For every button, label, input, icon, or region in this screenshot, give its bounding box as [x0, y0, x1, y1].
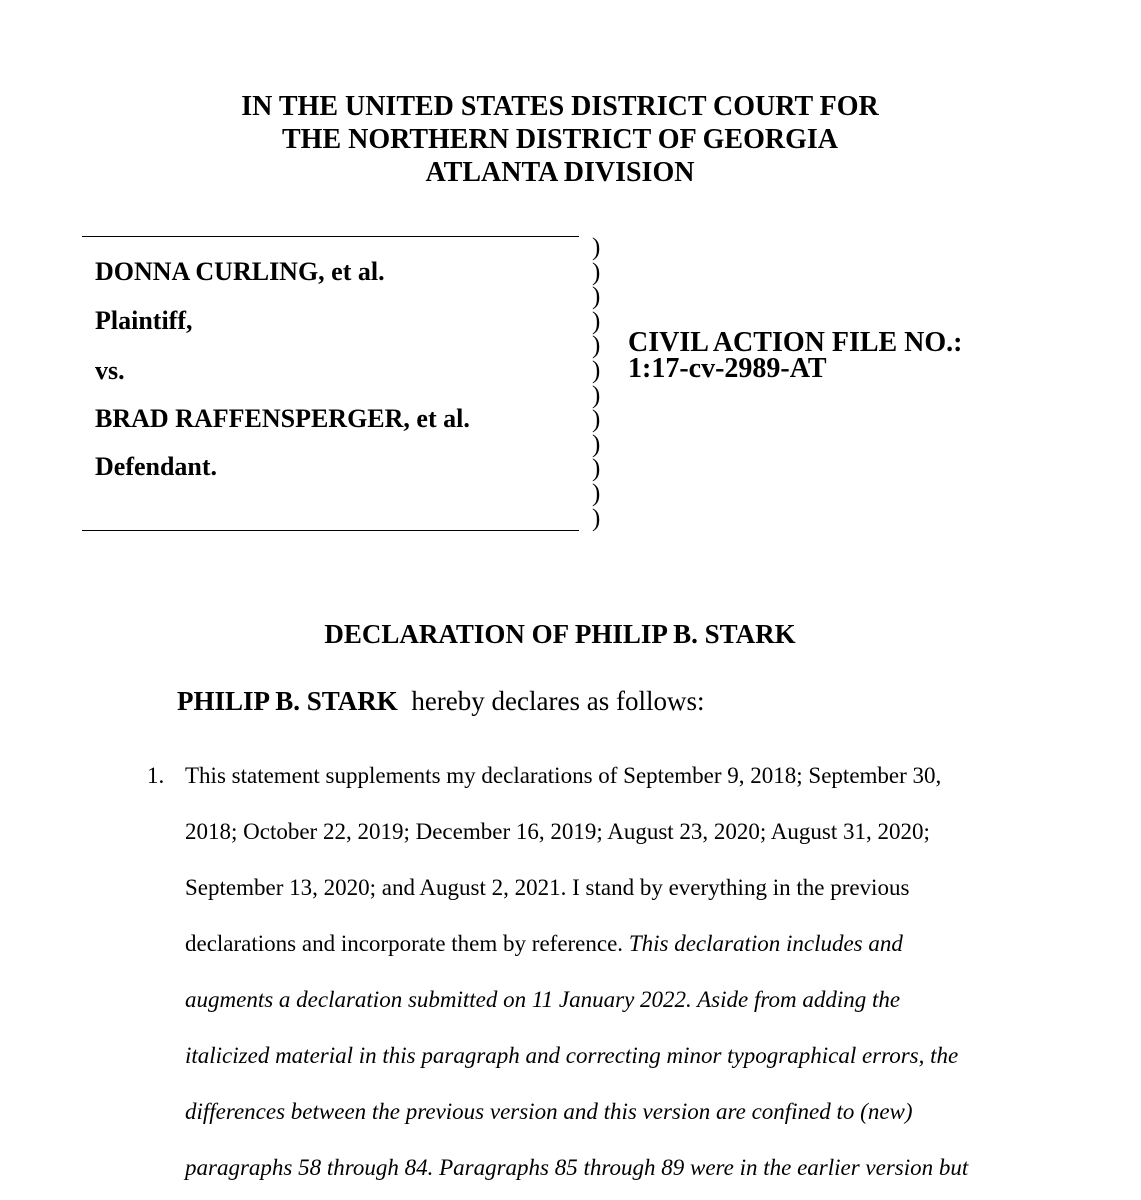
- paragraph-1-line-8: paragraphs 58 through 84. Paragraphs 85 through 89 were in the earlier version but: [185, 1155, 969, 1180]
- versus-label: vs.: [95, 356, 125, 385]
- plaintiff-role: Plaintiff,: [95, 306, 193, 335]
- caption-bottom-rule: [82, 530, 579, 531]
- case-number: 1:17-cv-2989-AT: [628, 353, 827, 384]
- court-header-line-1: IN THE UNITED STATES DISTRICT COURT FOR: [241, 91, 879, 122]
- defendant-name: BRAD RAFFENSPERGER, et al.: [95, 404, 470, 433]
- court-header-line-3: ATLANTA DIVISION: [425, 157, 695, 188]
- defendant-role: Defendant.: [95, 452, 218, 481]
- case-number-block: [628, 327, 963, 384]
- declaration-intro: [177, 684, 704, 718]
- court-header-line-2: THE NORTHERN DISTRICT OF GEORGIA: [281, 124, 838, 155]
- paragraph-1-line-4: [185, 928, 903, 960]
- caption-parenthesis-column: ) ) ) ) ) ) ) ) ) ) ) ): [592, 234, 601, 532]
- intro-text: hereby declares as follows:: [411, 686, 705, 716]
- plaintiff-name: DONNA CURLING, et al.: [95, 257, 385, 286]
- paragraph-1-line-2: 2018; October 22, 2019; December 16, 2019; August 23, 2020; August 31, 2020;: [185, 819, 930, 844]
- civil-action-label: CIVIL ACTION FILE NO.:: [628, 327, 963, 358]
- declaration-title: DECLARATION OF PHILIP B. STARK: [324, 619, 796, 649]
- court-header: [0, 90, 1120, 189]
- paragraph-1-number: 1.: [147, 763, 165, 788]
- paragraph-1-line-3: September 13, 2020; and August 2, 2021. I stand by everything in the previous: [185, 875, 910, 900]
- paragraph-1-line-4-plain: declarations and incorporate them by reference.: [185, 931, 624, 956]
- paragraph-1-line-7: differences between the previous version and this version are confined to (new): [185, 1099, 913, 1124]
- paragraph-1-line-5: augments a declaration submitted on 11 January 2022. Aside from adding the: [185, 987, 901, 1012]
- paragraph-1-line-4-italic: This declaration includes and: [628, 931, 903, 956]
- paragraph-1-line-1: This statement supplements my declarations of September 9, 2018; September 30,: [185, 763, 942, 788]
- paragraph-1-line-6: italicized material in this paragraph and correcting minor typographical errors, the: [185, 1043, 959, 1068]
- declarant-name: PHILIP B. STARK: [177, 686, 398, 716]
- caption-top-rule: [82, 236, 579, 237]
